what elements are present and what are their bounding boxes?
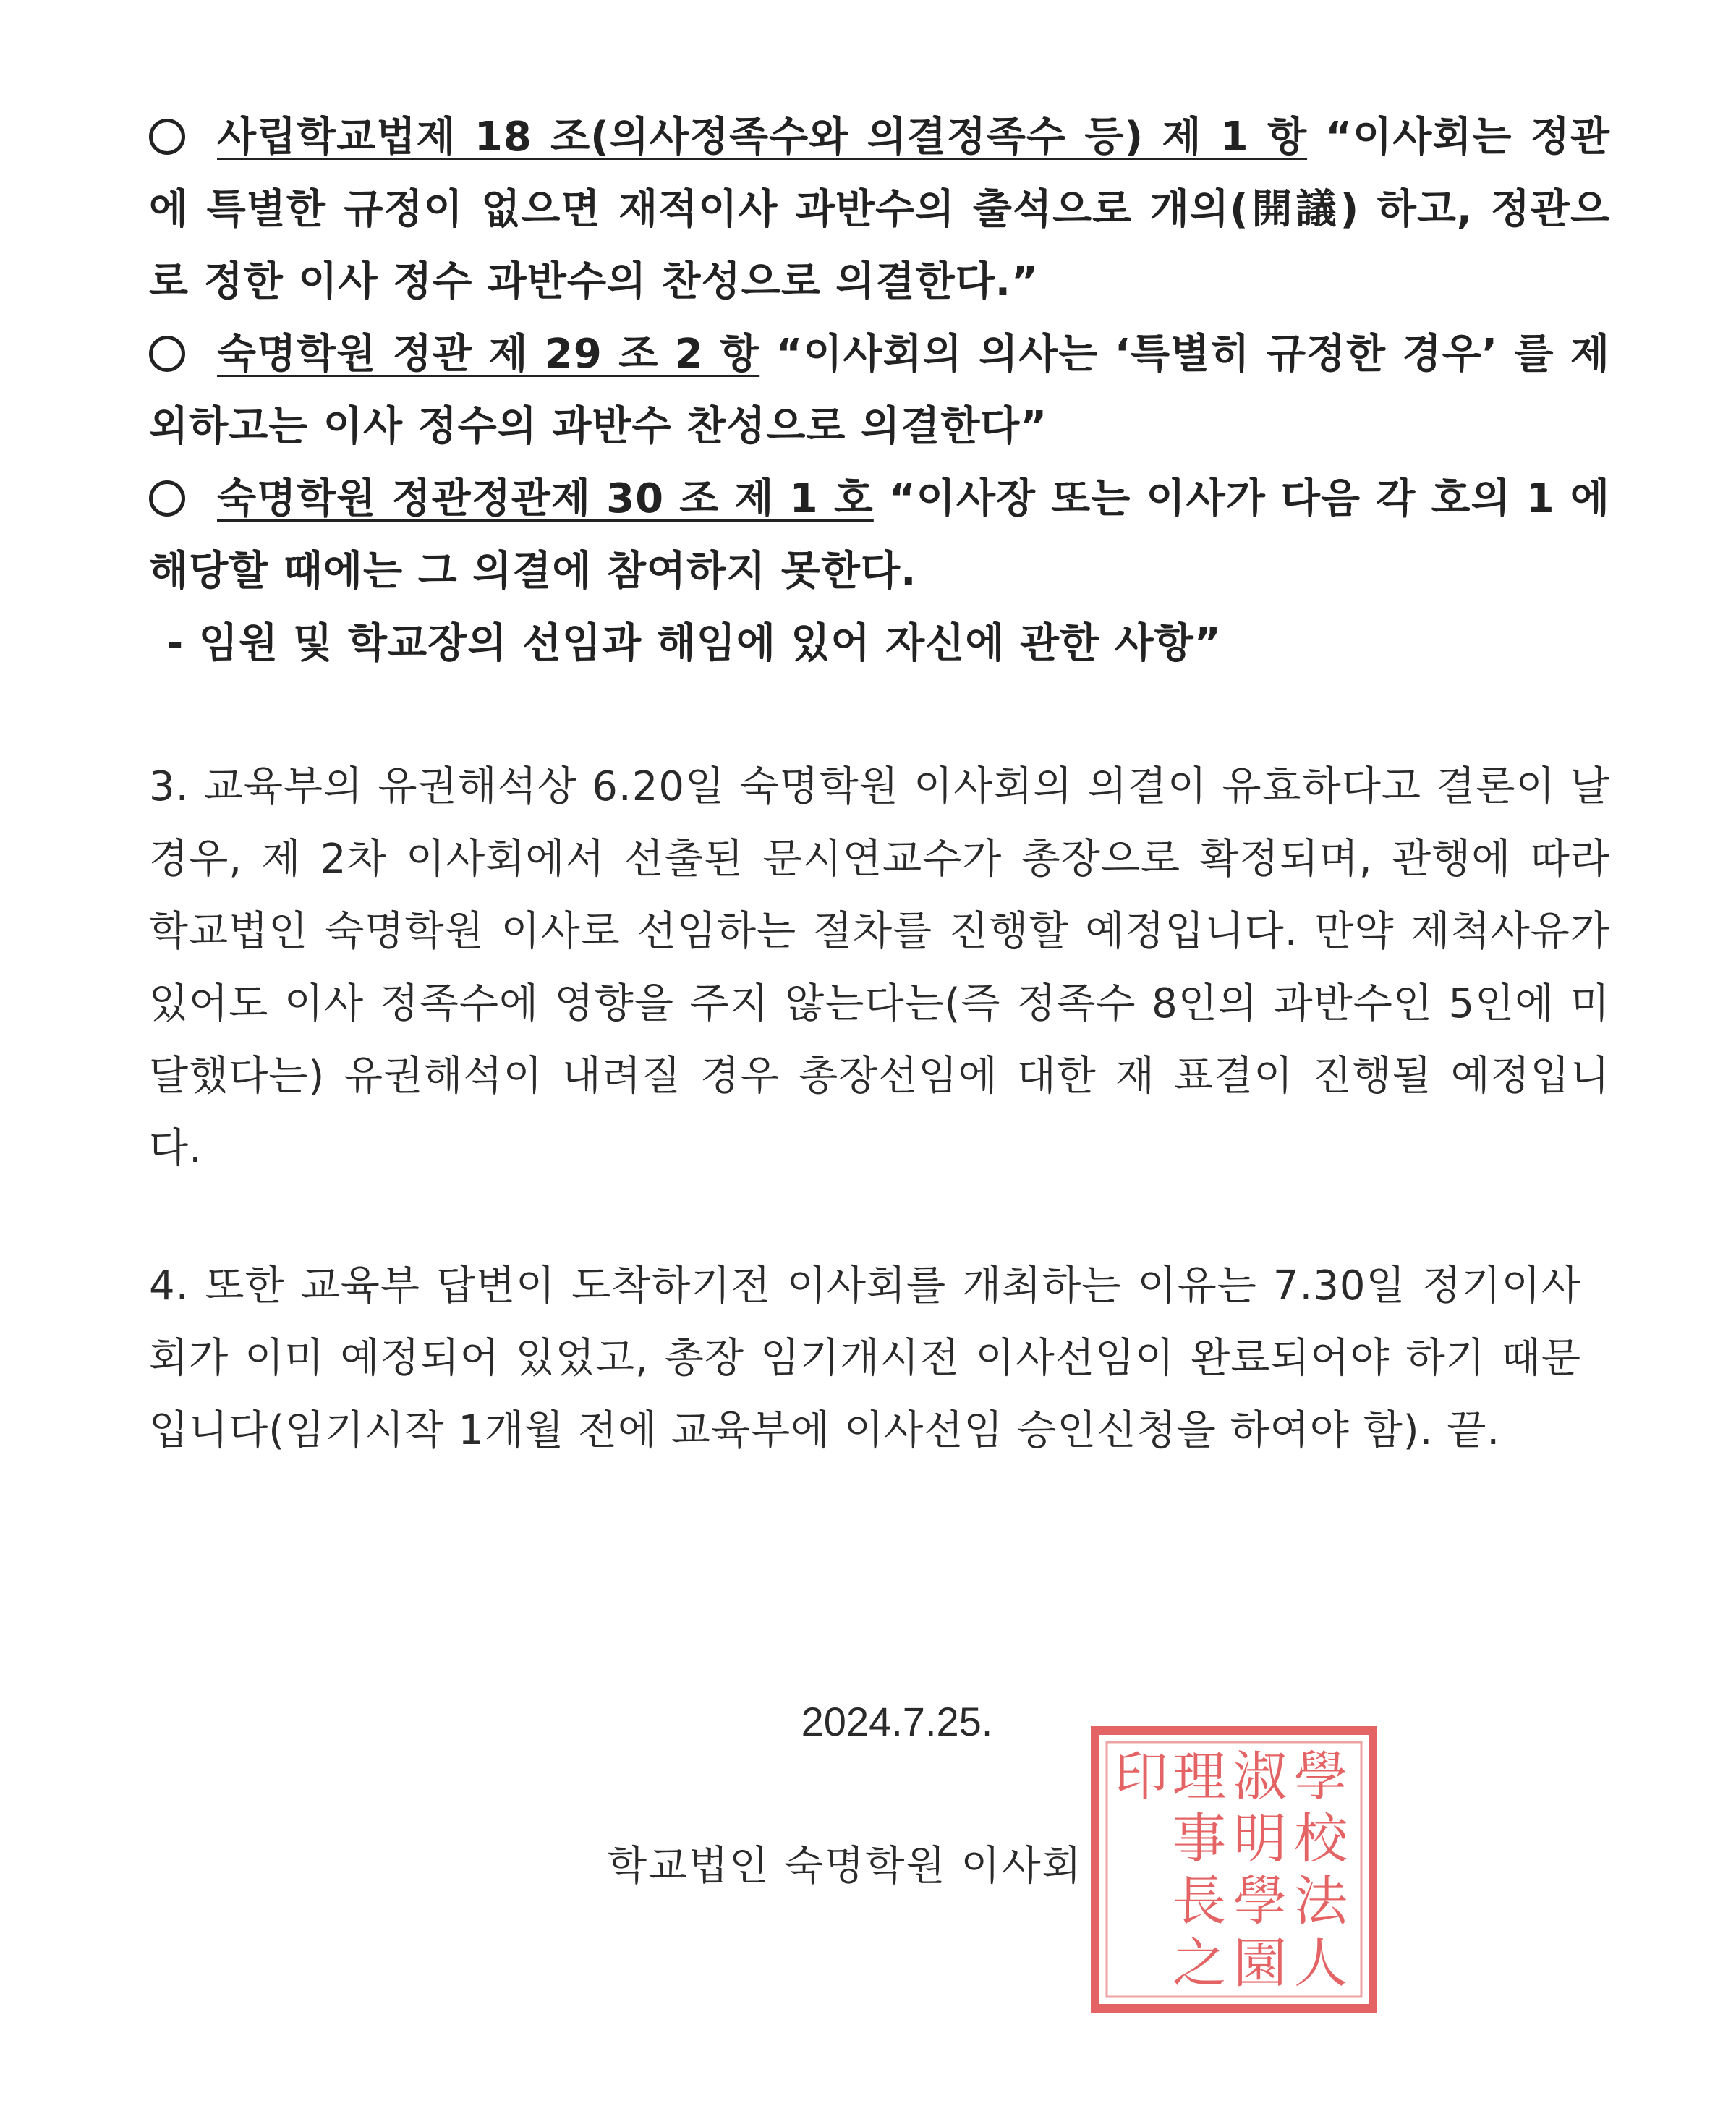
circle-bullet-icon [149,336,185,372]
seal-character: 校 [1294,1808,1348,1870]
bullet-articles-30 [149,463,1610,608]
seal-character: 理 [1173,1746,1226,1808]
seal-character: 之 [1173,1932,1226,1995]
paragraph-3: 3. 교육부의 유권해석상 6.20일 숙명학원 이사회의 의결이 유효하다고 결론이 날 경우, 제 2차 이사회에서 선출된 문시연교수가 총장으로 확정되며, 관행에 따라 학교법인 숙명학원 이사로 선임하는 절차를 진행할 예정입니다. 만약 제척사유가 있어도 이사 정족수에 영향을 주지 않는다는(즉 정족수 8인의 과반수인 5인에 미달했다는) 유권해석이 내려질 경우 총장선임에 대한 재 표결이 진행될 예정입니다. [149,763,1610,1172]
seal-graphic [1085,1720,1383,2018]
seal-character: 學 [1294,1746,1348,1808]
seal-character: 學 [1233,1870,1287,1932]
sub-item-line: - 임원 및 학교장의 선임과 해임에 있어 자신에 관한 사항” [166,620,1222,667]
paragraph-4: 4. 또한 교육부 답변이 도착하기전 이사회를 개최하는 이유는 7.30일 정기이사회가 이미 예정되어 있었고, 총장 임기개시전 이사선임이 완료되어야 하기 때문입니다(임기시작 1개월 전에 교육부에 이사선임 승인신청을 하여야 함). 끝. [149,1262,1581,1454]
signer-name: 학교법인 숙명학원 이사회 [608,1843,1083,1890]
bullet-private-school-act [149,101,1610,318]
seal-character: 印 [1115,1746,1168,1808]
seal-character: 園 [1233,1932,1287,1995]
seal-character: 明 [1233,1808,1287,1870]
seal-character: 事 [1173,1808,1226,1870]
articles-quote: “이사장 또는 이사가 다음 각 호의 1 에 해당할 때에는 그 의결에 참여하지 못한다. [149,475,1610,595]
articles-reference: 숙명학원 정관정관제 30 조 제 1 호 [217,475,874,522]
seal-character: 長 [1173,1870,1226,1932]
circle-bullet-icon [149,119,185,155]
bullet-articles-29 [149,318,1610,463]
law-quote: “이사회는 정관에 특별한 규정이 없으면 재적이사 과반수의 출석으로 개의(開議) 하고, 정관으로 정한 이사 정수 과반수의 찬성으로 의결한다.” [149,114,1611,305]
articles-quote: “이사회의 의사는 ‘특별히 규정한 경우’ 를 제외하고는 이사 정수의 과반수 찬성으로 의결한다” [149,331,1610,450]
seal-character: 淑 [1233,1746,1287,1808]
official-seal-icon [1085,1720,1383,2018]
document-date: 2024.7.25. [801,1699,993,1744]
circle-bullet-icon [149,480,185,517]
seal-character: 人 [1294,1932,1348,1995]
articles-reference: 숙명학원 정관 제 29 조 2 항 [217,331,760,378]
law-reference: 사립학교법제 18 조(의사정족수와 의결정족수 등) 제 1 항 [217,114,1308,161]
seal-character: 法 [1294,1870,1348,1932]
